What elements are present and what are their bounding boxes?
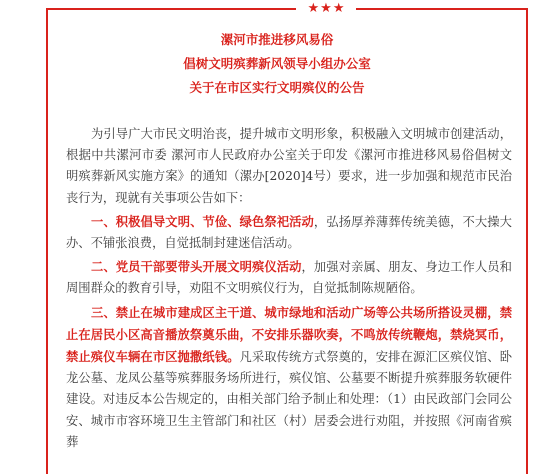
announcement-body xyxy=(66,124,512,453)
item-paragraph-2 xyxy=(66,256,512,299)
star-decoration xyxy=(296,1,356,17)
title-line-1: 漯河市推进移风易俗 xyxy=(220,32,334,47)
announcement-title xyxy=(0,28,554,100)
star-icon: ★ xyxy=(332,1,345,16)
item-paragraph-1 xyxy=(66,211,512,254)
item-text-3: 凡采取传统方式祭奠的，安排在源汇区殡仪馆、卧龙公墓、龙凤公墓等殡葬服务场所进行，殡仪馆、公墓要不断提升殡葬服务软硬件建设。对违反本公告规定的，由相关部门给予制止和处理：（1）由民政部门会同公安、城市市容环境卫生主管部门和社区（村）居委会进行劝阻，并按照《河南省殡葬 xyxy=(66,350,512,449)
item-text-2: ，加强对亲属、朋友、身边工作人员和周围群众的教育引导，劝阻不文明殡仪行为，自觉抵制陈规陋俗。 xyxy=(66,260,512,296)
item-heading-2: 二、党员干部要带头开展文明殡仪活动 xyxy=(91,259,302,275)
title-line-3: 关于在市区实行文明殡仪的公告 xyxy=(189,80,365,95)
intro-paragraph: 为引导广大市民文明治丧，提升城市文明形象，积极融入文明城市创建活动，根据中共漯河市委 漯河市人民政府办公室关于印发《漯河市推进移风易俗倡树文明殡葬新风实施方案》的通知（漯办[2020]4号）要求，进一步加强和规范市民治丧行为，现就有关事项公告如下： xyxy=(66,127,512,205)
title-line-2: 倡树文明殡葬新风领导小组办公室 xyxy=(183,56,371,71)
item-heading-3: 三、禁止在城市建成区主干道、城市绿地和活动广场等公共场所搭设灵棚，禁止在居民小区高音播放祭奠乐曲，不安排乐器吹奏，不鸣放传统鞭炮，禁烧冥币，禁止殡仪车辆在市区抛撒纸钱。 xyxy=(66,304,512,365)
item-paragraph-3 xyxy=(66,302,512,453)
item-heading-1: 一、积极倡导文明、节俭、绿色祭祀活动 xyxy=(91,213,314,229)
star-icon: ★ xyxy=(320,1,332,16)
item-text-1: ，弘扬厚养薄葬传统美德，不大操大办、不铺张浪费，自觉抵制封建迷信活动。 xyxy=(66,214,512,251)
star-icon: ★ xyxy=(307,1,320,16)
